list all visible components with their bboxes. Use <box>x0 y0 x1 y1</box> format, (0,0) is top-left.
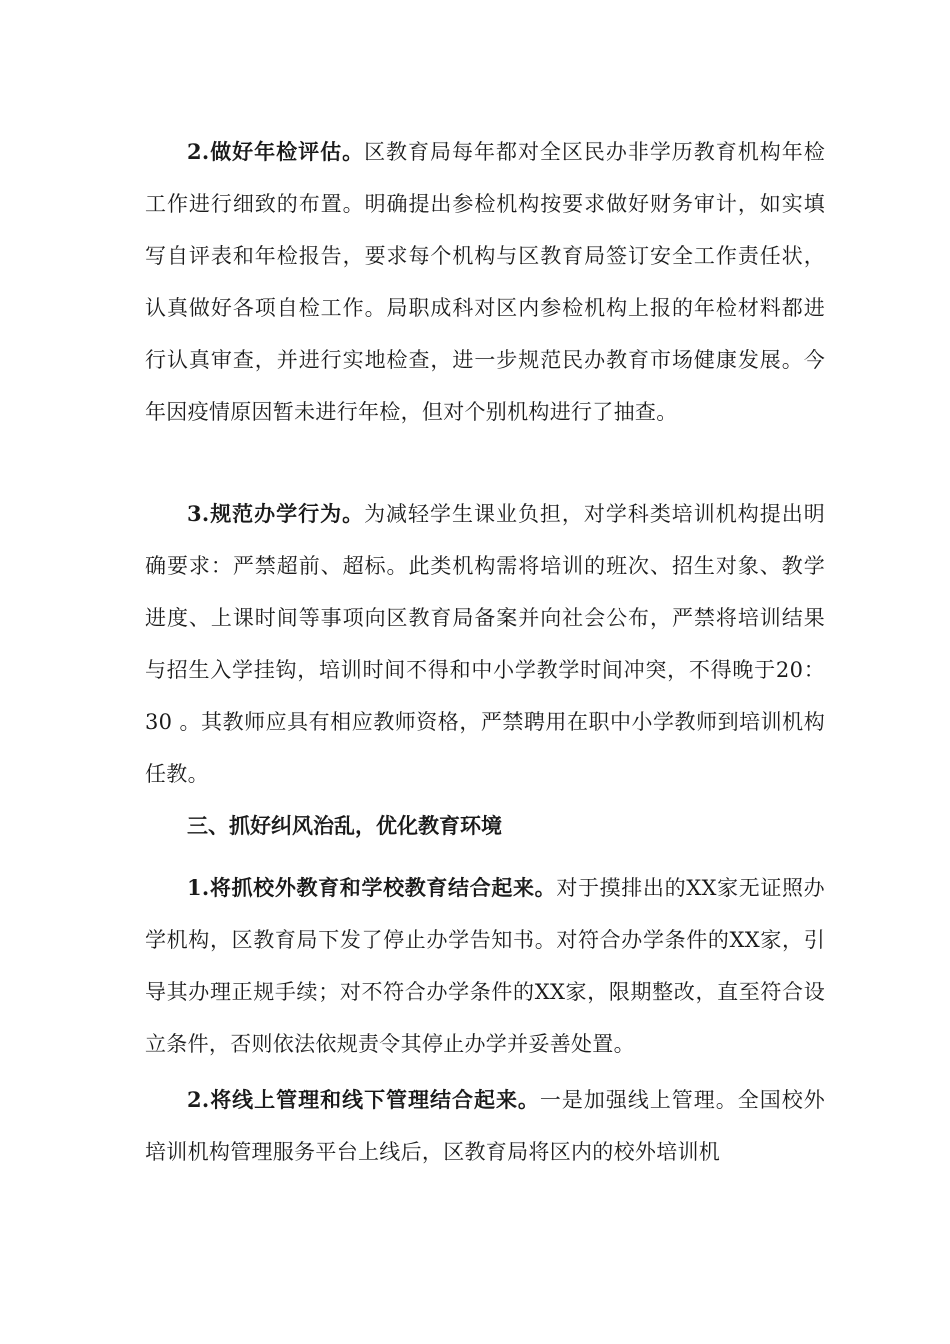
paragraph-lead: 1.将抓校外教育和学校教育结合起来。 <box>187 875 557 900</box>
paragraph-body: 一是加强线上管理。全国校外培训机构管理服务平台上线后，区教育局将区内的校外培训机 <box>145 1088 825 1164</box>
paragraph-body: 区教育局每年都对全区民办非学历教育机构年检工作进行细致的布置。明确提出参检机构按要求做好财务审计，如实填写自评表和年检报告，要求每个机构与区教育局签订安全工作责任状，认真做好各项自检工作。局职成科对区内参检机构上报的年检材料都进行认真审查，并进行实地检查，进一步规范民办教育市场健康发展。今年因疫情原因暂未进行年检，但对个别机构进行了抽查。 <box>145 140 825 424</box>
section-heading: 三、抓好纠风治乱，优化教育环境 <box>187 813 502 838</box>
paragraph-online-offline <box>145 1074 825 1178</box>
paragraph-combine-education <box>145 862 825 1070</box>
paragraph-lead: 2.将线上管理和线下管理结合起来。 <box>187 1087 540 1112</box>
paragraph-lead: 2.做好年检评估。 <box>187 139 365 164</box>
paragraph-lead: 3.规范办学行为。 <box>187 501 365 526</box>
paragraph-annual-inspection <box>145 126 825 438</box>
paragraph-regulate-conduct <box>145 488 825 800</box>
paragraph-body: 对于摸排出的XX家无证照办学机构，区教育局下发了停止办学告知书。对符合办学条件的XX家，引导其办理正规手续；对不符合办学条件的XX家，限期整改，直至符合设立条件，否则依法依规责令其停止办学并妥善处置。 <box>145 876 825 1056</box>
paragraph-body: 为减轻学生课业负担，对学科类培训机构提出明确要求：严禁超前、超标。此类机构需将培训的班次、招生对象、教学进度、上课时间等事项向区教育局备案并向社会公布，严禁将培训结果与招生入学挂钩，培训时间不得和中小学教学时间冲突，不得晚于20：30 。其教师应具有相应教师资格，严禁聘用在职中小学教师到培训机构任教。 <box>145 502 825 786</box>
